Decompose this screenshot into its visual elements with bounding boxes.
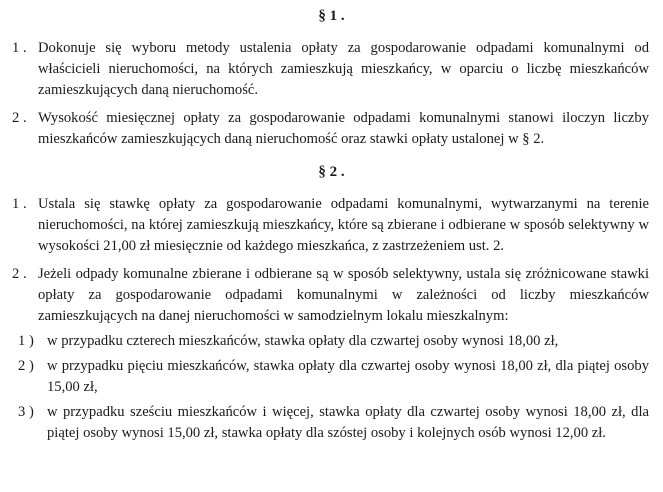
paragraph-text: Ustala się stawkę opłaty za gospodarowanie odpadami komunalnymi, wytwarzanymi na terenie nieruchomości, na której zamieszkują mieszkańcy, które są zbierane i odbierane w sposób selektywny w wysokości 21,00 zł miesięcznie od każdego mieszkańca, z zastrzeżeniem ust. 2.	[38, 196, 649, 254]
section-2-paragraph-1	[0, 194, 663, 257]
paragraph-number: 2 .	[12, 266, 27, 282]
paragraph-text: Jeżeli odpady komunalne zbierane i odbierane są w sposób selektywny, ustala się zróżnicowane stawki opłaty za gospodarowanie odpadami komunalnymi w zależności od liczby mieszkańców zamieszkujących na danej nieruchomości w samodzielnym lokalu mieszkalnym:	[38, 266, 649, 324]
subitem-1	[0, 331, 663, 352]
paragraph-number: 1 .	[12, 196, 27, 212]
subitem-number: 3 )	[18, 404, 34, 420]
subitem-2	[0, 356, 663, 398]
section-2-heading: § 2 .	[318, 164, 345, 180]
subitem-number: 2 )	[18, 358, 34, 374]
paragraph-text: Dokonuje się wyboru metody ustalenia opłaty za gospodarowanie odpadami komunalnymi od właścicieli nieruchomości, na których zamieszkują mieszkańcy, w oparciu o liczbę mieszkańców zamieszkujących daną nieruchomość.	[38, 40, 649, 98]
subitem-text: w przypadku pięciu mieszkańców, stawka opłaty dla czwartej osoby wynosi 18,00 zł, dla piątej osoby 15,00 zł,	[47, 358, 649, 395]
subitem-3	[0, 402, 663, 444]
subitem-number: 1 )	[18, 333, 34, 349]
section-2-paragraph-2	[0, 264, 663, 327]
paragraph-number: 1 .	[12, 40, 27, 56]
section-1-heading: § 1 .	[318, 8, 345, 24]
paragraph-number: 2 .	[12, 110, 27, 126]
paragraph-text: Wysokość miesięcznej opłaty za gospodarowanie odpadami komunalnymi stanowi iloczyn liczby mieszkańców zamieszkujących daną nieruchomość oraz stawki opłaty ustalonej w § 2.	[38, 110, 649, 147]
subitem-text: w przypadku czterech mieszkańców, stawka opłaty dla czwartej osoby wynosi 18,00 zł,	[47, 333, 559, 349]
subitem-text: w przypadku sześciu mieszkańców i więcej, stawka opłaty dla czwartej osoby wynosi 18,00 zł, dla piątej osoby wynosi 15,00 zł, stawka opłaty dla szóstej osoby i kolejnych osób wynosi 12,00 zł.	[47, 404, 649, 441]
section-1-paragraph-2	[0, 108, 663, 150]
section-1-paragraph-1	[0, 38, 663, 101]
